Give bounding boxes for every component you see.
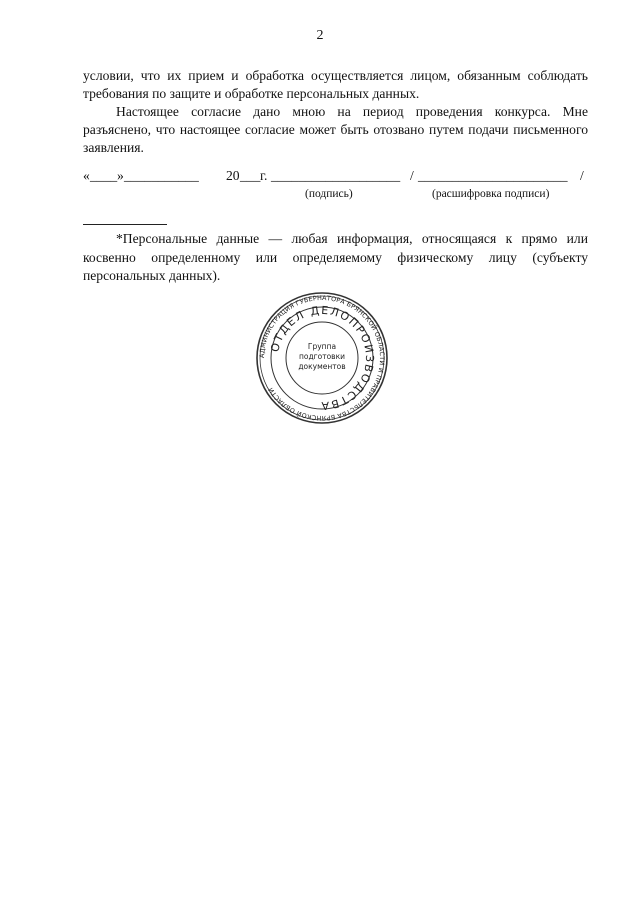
stamp-middle-text: ОТДЕЛ ДЕЛОПРОИЗВОДСТВА <box>268 303 377 413</box>
date-open-quote: « <box>83 168 90 183</box>
footnote-text: *Персональные данные — любая информация, относящаяся к прямо или косвенно определенному или определяемому физическому лицу (субъекту персональных данных). <box>83 231 588 283</box>
paragraph-consent-conditions: условии, что их прием и обработка осуществляется лицом, обязанным соблюдать требования по защите и обработке персональных данных. <box>83 68 588 101</box>
signature-field: ___________________ <box>271 168 401 183</box>
slash-separator: / <box>410 168 414 183</box>
paragraph-consent-period <box>83 103 588 157</box>
year-suffix: г. <box>260 168 268 183</box>
paragraph-consent-period-text: Настоящее согласие дано мною на период проведения конкурса. Мне разъяснено, что настоящее согласие может быть отозвано путем подачи письменного заявления. <box>83 104 588 155</box>
official-stamp <box>256 292 388 424</box>
footnote-divider <box>83 224 167 225</box>
year-field: ___ <box>240 168 261 183</box>
date-day-field: ____ <box>90 168 118 183</box>
date-month-field: ___________ <box>124 168 199 183</box>
stamp-outer-text: АДМИНИСТРАЦИЯ ГУБЕРНАТОРА БРЯНСКОЙ ОБЛАСТИ И ПРАВИТЕЛЬСТВА БРЯНСКОЙ ОБЛАСТИ <box>257 293 387 423</box>
caption-signature-decode: (расшифровка подписи) <box>432 188 550 200</box>
footnote <box>83 230 588 286</box>
stamp-center-line-2: подготовки <box>299 352 345 361</box>
stamp-center-line-3: документов <box>298 362 346 371</box>
signature-decode-field: ______________________ <box>418 168 568 183</box>
stamp-center-line-1: Группа <box>307 342 337 351</box>
date-close-quote: » <box>117 168 124 183</box>
slash-separator-end: / <box>580 168 584 183</box>
year-prefix: 20 <box>226 168 240 183</box>
signature-line <box>83 168 593 188</box>
page-number: 2 <box>316 28 324 43</box>
caption-signature: (подпись) <box>305 188 353 200</box>
